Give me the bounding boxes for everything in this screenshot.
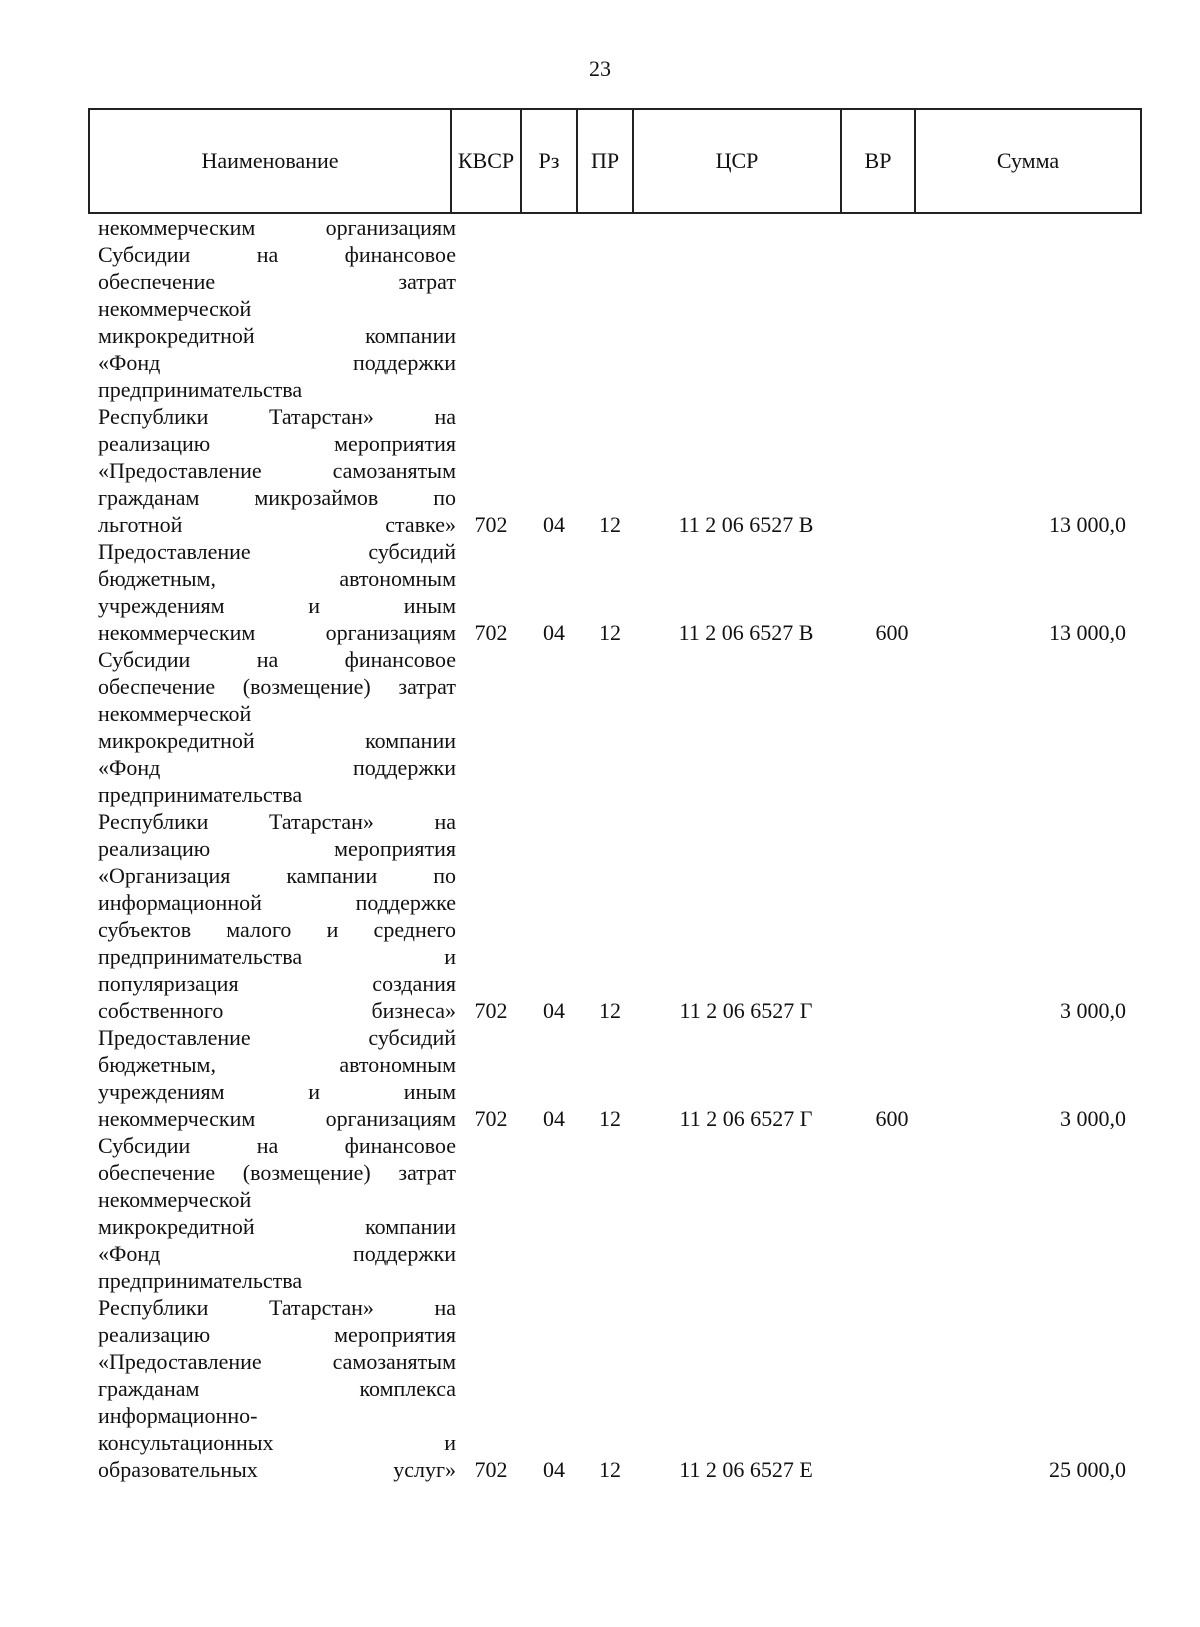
name-line: Республики Татарстан» на xyxy=(98,809,456,834)
cell-pr: 12 xyxy=(599,620,621,645)
name-line: предпринимательства и xyxy=(98,944,456,969)
name-line: «Фонд поддержки xyxy=(98,755,456,780)
name-line: учреждениям и иным xyxy=(98,1079,456,1104)
name-line: реализацию мероприятия xyxy=(98,1322,456,1347)
cell-sum: 13 000,0 xyxy=(1049,512,1126,537)
cell-sum: 3 000,0 xyxy=(1060,998,1126,1023)
name-line: микрокредитной компании xyxy=(98,728,456,753)
cell-vr: 600 xyxy=(875,1106,909,1131)
header-sum: Сумма xyxy=(915,109,1141,213)
name-line: некоммерческим организациям xyxy=(98,620,456,645)
cell-csr: 11 2 06 6527 В xyxy=(678,512,814,537)
cell-name xyxy=(88,1024,456,1132)
name-line: некоммерческой xyxy=(98,701,252,726)
name-line: информационной поддержке xyxy=(98,890,456,915)
name-line: популяризация создания xyxy=(98,971,456,996)
name-line: гражданам комплекса xyxy=(98,1376,456,1401)
header-vr: ВР xyxy=(841,109,915,213)
cell-csr: 11 2 06 6527 Е xyxy=(679,1457,813,1482)
name-line: реализацию мероприятия xyxy=(98,431,456,456)
name-line: «Предоставление самозанятым xyxy=(98,1349,456,1374)
name-line: бюджетным, автономным xyxy=(98,1052,456,1077)
table-header xyxy=(88,108,1142,214)
cell-kvsr: 702 xyxy=(474,620,508,645)
name-line: льготной ставке» xyxy=(98,512,456,537)
name-line: микрокредитной компании xyxy=(98,1214,456,1239)
cell-pr: 12 xyxy=(599,998,621,1023)
cell-name xyxy=(88,241,456,538)
cell-sum: 25 000,0 xyxy=(1049,1457,1126,1482)
cell-name xyxy=(88,538,456,646)
name-line: обеспечение (возмещение) затрат xyxy=(98,674,456,699)
cell-vr: 600 xyxy=(875,620,909,645)
name-line: некоммерческим организациям xyxy=(98,1106,456,1131)
cell-name xyxy=(88,214,456,241)
name-line: некоммерческим организациям xyxy=(98,215,456,240)
cell-csr: 11 2 06 6527 Г xyxy=(679,1106,813,1131)
header-pr: ПР xyxy=(577,109,633,213)
name-line: информационно- xyxy=(98,1403,258,1428)
table-row xyxy=(88,214,1140,241)
cell-pr: 12 xyxy=(599,1106,621,1131)
cell-rz: 04 xyxy=(543,1457,565,1482)
cell-rz: 04 xyxy=(543,620,565,645)
cell-name xyxy=(88,646,456,1024)
name-line: бюджетным, автономным xyxy=(98,566,456,591)
cell-pr: 12 xyxy=(599,512,621,537)
cell-csr: 11 2 06 6527 В xyxy=(678,620,814,645)
name-line: «Фонд поддержки xyxy=(98,1241,456,1266)
name-line: Предоставление субсидий xyxy=(98,1025,456,1050)
name-line: Республики Татарстан» на xyxy=(98,1295,456,1320)
name-line: гражданам микрозаймов по xyxy=(98,485,456,510)
name-line: Субсидии на финансовое xyxy=(98,242,456,267)
header-rz: Рз xyxy=(521,109,577,213)
cell-rz: 04 xyxy=(543,1106,565,1131)
name-line: «Фонд поддержки xyxy=(98,350,456,375)
name-line: обеспечение затрат xyxy=(98,269,456,294)
name-line: «Организация кампании по xyxy=(98,863,456,888)
name-line: учреждениям и иным xyxy=(98,593,456,618)
name-line: образовательных услуг» xyxy=(98,1457,456,1482)
table-row xyxy=(88,646,1140,1024)
name-line: «Предоставление самозанятым xyxy=(98,458,456,483)
header-csr: ЦСР xyxy=(633,109,841,213)
cell-name xyxy=(88,1132,456,1483)
name-line: предпринимательства xyxy=(98,1268,303,1293)
name-line: предпринимательства xyxy=(98,782,303,807)
header-kvsr: КВСР xyxy=(451,109,521,213)
name-line: Предоставление субсидий xyxy=(98,539,456,564)
table-row xyxy=(88,1024,1140,1132)
table-row xyxy=(88,241,1140,538)
name-line: собственного бизнеса» xyxy=(98,998,456,1023)
name-line: Республики Татарстан» на xyxy=(98,404,456,429)
page-number: 23 xyxy=(589,56,611,81)
name-line: реализацию мероприятия xyxy=(98,836,456,861)
cell-kvsr: 702 xyxy=(474,1457,508,1482)
name-line: некоммерческой xyxy=(98,296,252,321)
cell-rz: 04 xyxy=(543,512,565,537)
name-line: Субсидии на финансовое xyxy=(98,1133,456,1158)
name-line: субъектов малого и среднего xyxy=(98,917,456,942)
table-row xyxy=(88,1132,1140,1483)
header-name: Наименование xyxy=(89,109,451,213)
name-line: обеспечение (возмещение) затрат xyxy=(98,1160,456,1185)
cell-kvsr: 702 xyxy=(474,512,508,537)
cell-kvsr: 702 xyxy=(474,998,508,1023)
name-line: микрокредитной компании xyxy=(98,323,456,348)
cell-csr: 11 2 06 6527 Г xyxy=(679,998,813,1023)
cell-rz: 04 xyxy=(543,998,565,1023)
name-line: Субсидии на финансовое xyxy=(98,647,456,672)
cell-sum: 13 000,0 xyxy=(1049,620,1126,645)
cell-sum: 3 000,0 xyxy=(1060,1106,1126,1131)
cell-kvsr: 702 xyxy=(474,1106,508,1131)
name-line: консультационных и xyxy=(98,1430,456,1455)
name-line: предпринимательства xyxy=(98,377,303,402)
cell-pr: 12 xyxy=(599,1457,621,1482)
name-line: некоммерческой xyxy=(98,1187,252,1212)
table-body xyxy=(88,214,1140,1483)
table-row xyxy=(88,538,1140,646)
